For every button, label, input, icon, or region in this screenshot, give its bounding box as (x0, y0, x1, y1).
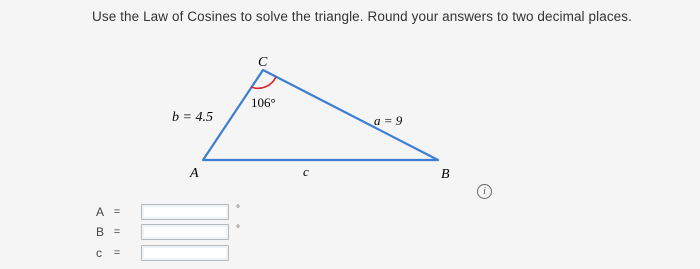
vertex-label-a: A (190, 166, 199, 181)
angle-a-input[interactable] (141, 204, 229, 220)
answer-label-a: A (96, 205, 105, 219)
answer-row-angle-a (96, 202, 240, 222)
angle-c-label: 106° (251, 95, 276, 110)
info-icon[interactable]: i (477, 184, 492, 199)
side-c-label: c (303, 164, 309, 179)
answer-label-c: c (96, 246, 102, 260)
triangle-shape (203, 70, 438, 160)
degree-unit: ° (236, 203, 240, 215)
degree-unit: ° (236, 223, 240, 235)
answer-row-angle-b (96, 222, 240, 242)
vertex-label-b: B (441, 167, 450, 182)
angle-b-input[interactable] (141, 224, 229, 240)
answer-row-side-c (96, 243, 236, 263)
equals-sign: = (113, 206, 121, 218)
side-c-input[interactable] (141, 245, 229, 261)
equals-sign: = (113, 226, 121, 238)
side-b-label: b = 4.5 (172, 110, 213, 125)
vertex-label-c: C (258, 55, 268, 70)
side-a-label: a = 9 (374, 113, 403, 128)
problem-instruction: Use the Law of Cosines to solve the triangle. Round your answers to two decimal places. (92, 9, 632, 24)
answer-label-b: B (96, 225, 105, 239)
equals-sign: = (113, 247, 121, 259)
